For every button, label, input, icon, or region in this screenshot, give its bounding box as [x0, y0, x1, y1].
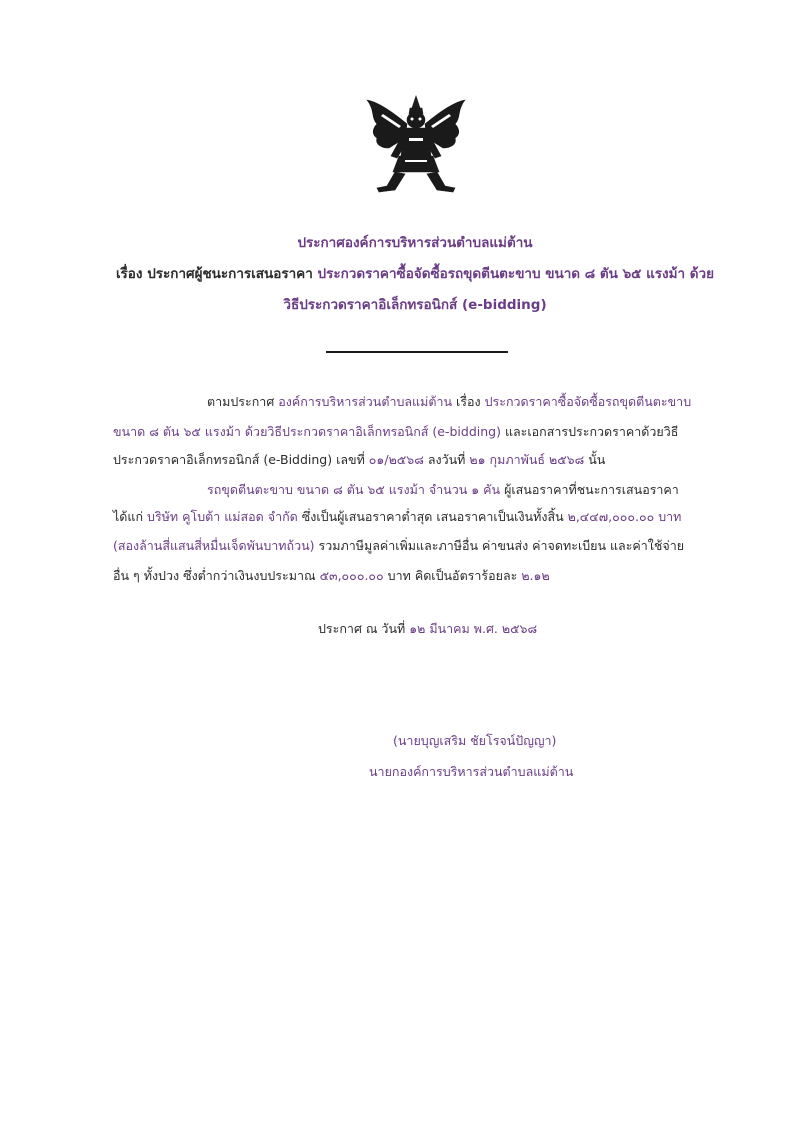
- bid-amount: ๒,๔๔๗,๐๐๐.๐๐: [567, 509, 655, 524]
- signatory-name: (นายบุญเสริม ชัยโรจน์ปัญญา): [393, 733, 557, 748]
- document-subject-cont: [100, 293, 730, 315]
- text-span: ผู้เสนอราคาที่ชนะการเสนอราคา: [500, 482, 679, 497]
- project-spec: ขนาด ๘ ตัน ๖๕ แรงม้า ด้วยวิธีประกวดราคาอิเล็กทรอนิกส์ (e-bidding): [113, 424, 501, 439]
- project-name: ประกวดราคาซื้อจัดซื้อรถขุดตีนตะขาบ: [484, 394, 692, 409]
- title-divider: [326, 351, 508, 353]
- document-subject: [100, 262, 730, 284]
- text-span: ประกาศ ณ วันที่: [318, 621, 410, 636]
- document-title: [100, 231, 730, 253]
- text-span: อื่น ๆ ทั้งปวง ซึ่งต่ำกว่าเงินงบประมาณ: [113, 568, 320, 583]
- subject-line-3: วิธีประกวดราคาอิเล็กทรอนิกส์ (e-bidding): [283, 297, 547, 313]
- savings-percent: ๒.๑๒: [521, 568, 550, 583]
- subject-prefix: เรื่อง ประกาศผู้ชนะการเสนอราคา: [115, 266, 318, 282]
- text-span: นั้น: [584, 452, 606, 467]
- text-span: ซึ่งเป็นผู้เสนอราคาต่ำสุด เสนอราคาเป็นเงินทั้งสิ้น: [297, 509, 568, 524]
- paragraph-2-line-1: [207, 481, 679, 499]
- text-span: ประกวดราคาอิเล็กทรอนิกส์ (e-Bidding) เลขที่: [113, 452, 369, 467]
- garuda-emblem-icon: [365, 94, 467, 198]
- currency-unit: บาท: [654, 509, 682, 524]
- subject-text: ประกวดราคาซื้อจัดซื้อรถขุดตีนตะขาบ ขนาด ๘ ตัน ๖๕ แรงม้า ด้วย: [317, 266, 715, 282]
- item-description: รถขุดตีนตะขาบ ขนาด ๘ ตัน ๖๕ แรงม้า จำนวน ๑ คัน: [207, 482, 501, 497]
- text-span: และเอกสารประกวดราคาด้วยวิธี: [500, 424, 679, 439]
- doc-date: ๒๑ กุมภาพันธ์ ๒๕๖๘: [469, 452, 585, 467]
- paragraph-1-line-2: [113, 423, 678, 441]
- winner-name: บริษัท คูโบต้า แม่สอด จำกัด: [147, 509, 298, 524]
- text-span: เรื่อง: [452, 394, 485, 409]
- paragraph-2-line-3: [113, 537, 684, 555]
- text-span: ตามประกาศ: [207, 394, 279, 409]
- org-name: องค์การบริหารส่วนตำบลแม่ต้าน: [278, 394, 453, 409]
- date-value: ๑๒ มีนาคม พ.ศ. ๒๕๖๘: [409, 621, 538, 636]
- text-span: ลงวันที่: [423, 452, 470, 467]
- text-span: บาท คิดเป็นอัตราร้อยละ: [383, 568, 522, 583]
- doc-number: ๐๑/๒๕๖๘: [368, 452, 424, 467]
- paragraph-2-line-4: [113, 567, 550, 585]
- text-span: รวมภาษีมูลค่าเพิ่มและภาษีอื่น ค่าขนส่ง ค่าจดทะเบียน และค่าใช้จ่าย: [314, 538, 685, 553]
- text-span: ได้แก่: [113, 509, 148, 524]
- paragraph-1-line-1: [207, 393, 691, 411]
- paragraph-2-line-2: [113, 508, 681, 526]
- title-line-1: ประกาศองค์การบริหารส่วนตำบลแม่ต้าน: [297, 235, 533, 251]
- paragraph-1-line-3: [113, 451, 605, 469]
- bid-amount-words: (สองล้านสี่แสนสี่หมื่นเจ็ดพันบาทถ้วน): [113, 538, 315, 553]
- savings-amount: ๕๓,๐๐๐.๐๐: [319, 568, 384, 583]
- announcement-date: [318, 620, 537, 638]
- signatory-position: นายกองค์การบริหารส่วนตำบลแม่ต้าน: [369, 764, 574, 779]
